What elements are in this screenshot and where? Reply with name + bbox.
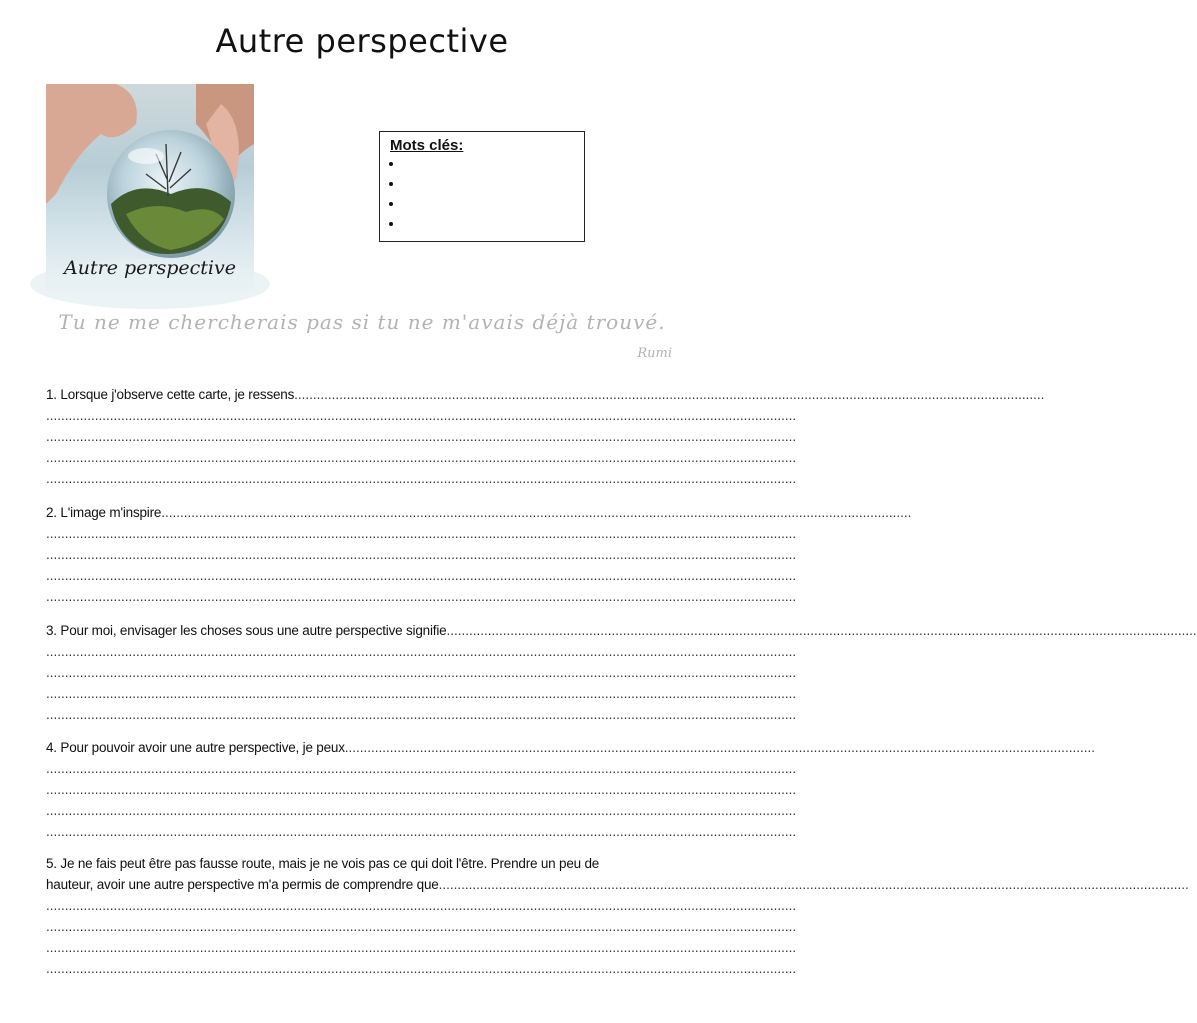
answer-line[interactable]: ........................................................................................................................................................................................................ (46, 450, 797, 465)
answer-line[interactable]: ........................................................................................................................................................................................................ (46, 686, 797, 701)
answer-line[interactable]: ........................................................................................................................................................................................................ (46, 707, 797, 722)
keyword-item[interactable] (404, 156, 574, 176)
answer-line[interactable]: ........................................................................................................................................................................................................ (46, 961, 797, 976)
answer-line[interactable]: ........................................................................................................................................................................................................ (46, 665, 797, 680)
answer-line[interactable]: ........................................................................................................................................................................................................ (46, 589, 797, 604)
question-1-text: 1. Lorsque j'observe cette carte, je ressens (46, 387, 295, 402)
quote-text: Tu ne me chercherais pas si tu ne m'avais déjà trouvé. (58, 310, 666, 334)
question-5-line-2: hauteur, avoir une autre perspective m'a permis de comprendre que........................................................................................................................................................................................................ (46, 877, 1189, 892)
answer-line[interactable]: ........................................................................................................................................................................................................ (46, 471, 797, 486)
keyword-item[interactable] (404, 196, 574, 216)
question-3: 3. Pour moi, envisager les choses sous une autre perspective signifie........................................................................................................................................................................................................ (46, 623, 1197, 638)
answer-line[interactable]: ........................................................................................................................................................................................................ (46, 547, 797, 562)
question-5-text-line-1: 5. Je ne fais peut être pas fausse route, mais je ne vois pas ce qui doit l'être. Prendre un peu de (46, 856, 600, 871)
answer-line[interactable]: ........................................................................................................................................................................................................ (46, 408, 797, 423)
answer-line[interactable]: ........................................................................................................................................................................................................ (46, 644, 797, 659)
question-4-text: 4. Pour pouvoir avoir une autre perspective, je peux (46, 740, 345, 755)
keyword-item[interactable] (404, 176, 574, 196)
question-1: 1. Lorsque j'observe cette carte, je ressens........................................................................................................................................................................................................ (46, 387, 1045, 402)
keywords-box (379, 131, 585, 242)
question-3-text: 3. Pour moi, envisager les choses sous une autre perspective signifie (46, 623, 447, 638)
card-image (46, 84, 254, 291)
keyword-item[interactable] (404, 216, 574, 236)
quote-author: Rumi (637, 346, 672, 361)
answer-line[interactable]: ........................................................................................................................................................................................................ (46, 919, 797, 934)
answer-line[interactable]: ........................................................................................................................................................................................................ (46, 761, 797, 776)
card-caption: Autre perspective (64, 257, 236, 279)
answer-line[interactable]: ........................................................................................................................................................................................................ (46, 898, 797, 913)
keywords-list (390, 156, 574, 236)
answer-line[interactable]: ........................................................................................................................................................................................................ (46, 526, 797, 541)
question-2: 2. L'image m'inspire........................................................................................................................................................................................................ (46, 505, 912, 520)
answer-line[interactable]: ........................................................................................................................................................................................................ (46, 429, 797, 444)
question-2-text: 2. L'image m'inspire (46, 505, 162, 520)
question-4: 4. Pour pouvoir avoir une autre perspective, je peux........................................................................................................................................................................................................ (46, 740, 1095, 755)
page-title: Autre perspective (215, 22, 509, 60)
question-5-text-line-2: hauteur, avoir une autre perspective m'a permis de comprendre que (46, 877, 439, 892)
answer-line[interactable]: ........................................................................................................................................................................................................ (46, 782, 797, 797)
answer-line[interactable]: ........................................................................................................................................................................................................ (46, 824, 797, 839)
answer-line[interactable]: ........................................................................................................................................................................................................ (46, 803, 797, 818)
answer-line[interactable]: ........................................................................................................................................................................................................ (46, 940, 797, 955)
question-5-line-1 (46, 853, 678, 874)
answer-line[interactable]: ........................................................................................................................................................................................................ (46, 568, 797, 583)
keywords-title: Mots clés: (390, 137, 464, 154)
